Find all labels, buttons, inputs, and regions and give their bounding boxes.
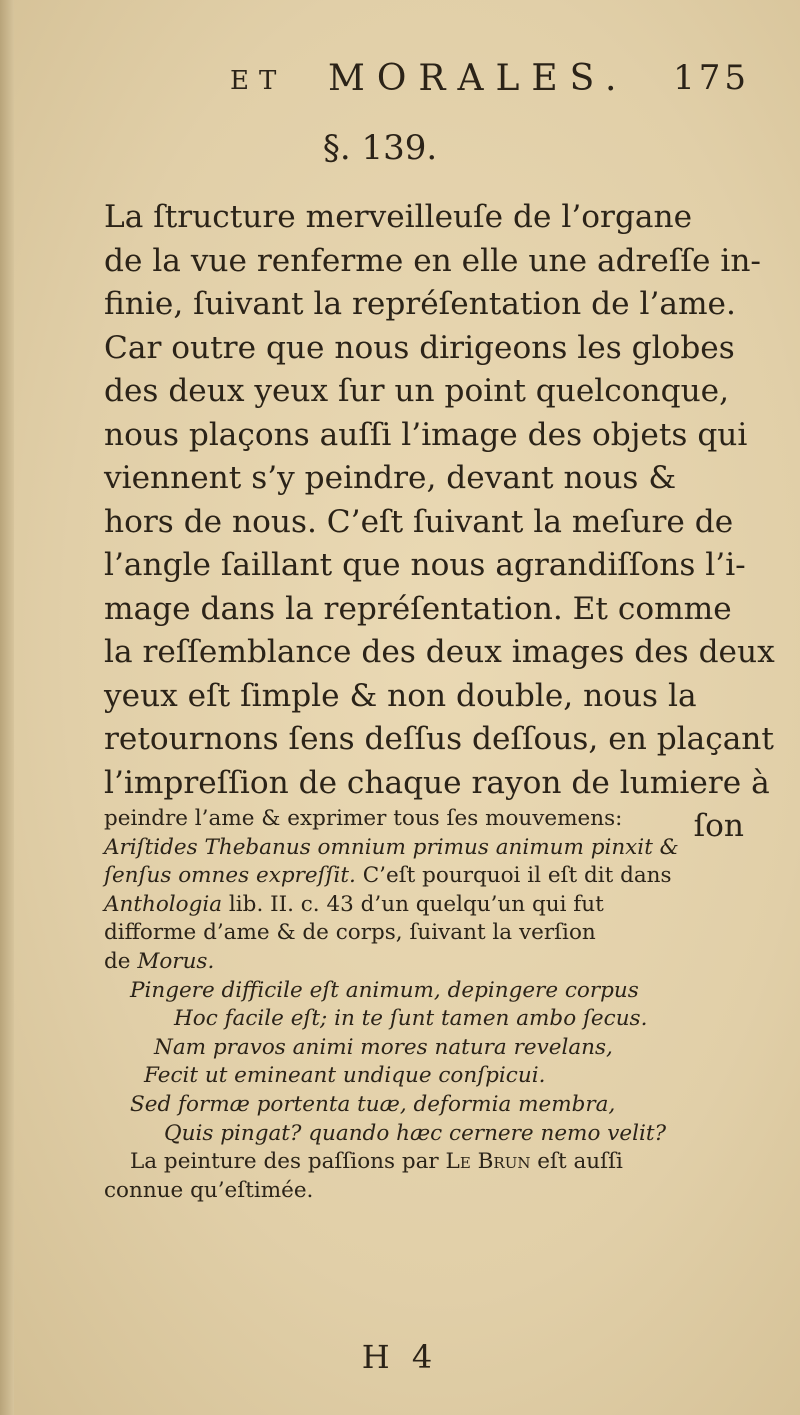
verse-line: Quis pingat? quando hæc cernere nemo velit? xyxy=(164,1120,667,1146)
body-line: yeux eſt ſimple & non double, nous la xyxy=(104,677,697,714)
signature-mark: H 4 xyxy=(361,1338,439,1376)
body-line: la reſſemblance des deux images des deux xyxy=(104,634,775,670)
footnote-line xyxy=(104,891,744,920)
footnote-italic: Morus. xyxy=(137,948,215,974)
body-line: nous plaçons auſſi l’image des objets qui xyxy=(104,416,748,453)
footnote-line: peindre l’ame & exprimer tous ſes mouvemens: xyxy=(104,806,623,831)
footnote-roman: eſt auſſi xyxy=(530,1149,623,1175)
body-line: Car outre que nous dirigeons les globes xyxy=(104,329,735,366)
footnote-roman: lib. II. c. 43 d’un quelqu’un qui fut xyxy=(222,891,604,917)
body-line: l’angle ſaillant que nous agrandiſſons l’i- xyxy=(104,547,746,583)
body-line: viennent s’y peindre, devant nous & xyxy=(104,460,677,496)
footnote-italic: ſenſus omnes expreſſit. xyxy=(104,863,356,889)
body-line: finie, ſuivant la repréſentation de l’ame. xyxy=(104,286,736,322)
body-line: l’impreſſion de chaque rayon de lumiere à xyxy=(104,764,770,801)
body-line: des deux yeux ſur un point quelconque, xyxy=(104,373,730,409)
running-head-prefix: ET xyxy=(230,66,287,96)
footnote-roman: C’eſt pourquoi il eſt dit dans xyxy=(355,863,672,889)
verse-line: Hoc facile eſt; in te ſunt tamen ambo ſecus. xyxy=(174,1006,648,1032)
footnote-line xyxy=(104,862,744,891)
main-paragraph xyxy=(104,196,775,849)
body-line: de la vue renferme en elle une adreſſe in- xyxy=(104,242,761,279)
page-spine-shadow xyxy=(0,0,14,1415)
footnote-line xyxy=(104,948,744,977)
running-head-title: MORALES. xyxy=(328,58,629,99)
page-number: 175 xyxy=(673,58,750,98)
body-line: hors de nous. C’eſt ſuivant la meſure de xyxy=(104,503,734,540)
footnote-roman: La peinture des paſſions par xyxy=(130,1149,446,1175)
verse-line: Nam pravos animi mores natura revelans, xyxy=(154,1034,613,1060)
footnote xyxy=(104,805,744,1205)
verse-line: Pingere difficile eſt animum, depingere corpus xyxy=(130,977,639,1003)
running-head xyxy=(230,58,750,98)
footnote-italic: Anthologia xyxy=(104,891,223,917)
body-line: La ſtructure merveilleuſe de l’organe xyxy=(104,199,693,235)
footnote-line: Ariſtides Thebanus omnium primus animum pinxit & xyxy=(104,834,679,860)
footnote-line xyxy=(104,1148,744,1177)
verse-line: Fecit ut emineant undique conſpicui. xyxy=(144,1063,546,1089)
footnote-line: connue qu’eſtimée. xyxy=(104,1177,314,1203)
catchword: ſon xyxy=(693,808,744,844)
footnote-line: difforme d’ame & de corps, ſuivant la verſion xyxy=(104,920,596,946)
body-line: retournons ſens deſſus deſſous, en plaçant xyxy=(104,721,774,757)
author-name: Le Brun xyxy=(445,1149,531,1175)
section-number: §. 139. xyxy=(322,128,438,168)
footnote-roman: de xyxy=(104,948,138,974)
verse-line: Sed formæ portenta tuæ, deformia membra, xyxy=(130,1091,616,1117)
body-line: mage dans la repréſentation. Et comme xyxy=(104,590,732,627)
